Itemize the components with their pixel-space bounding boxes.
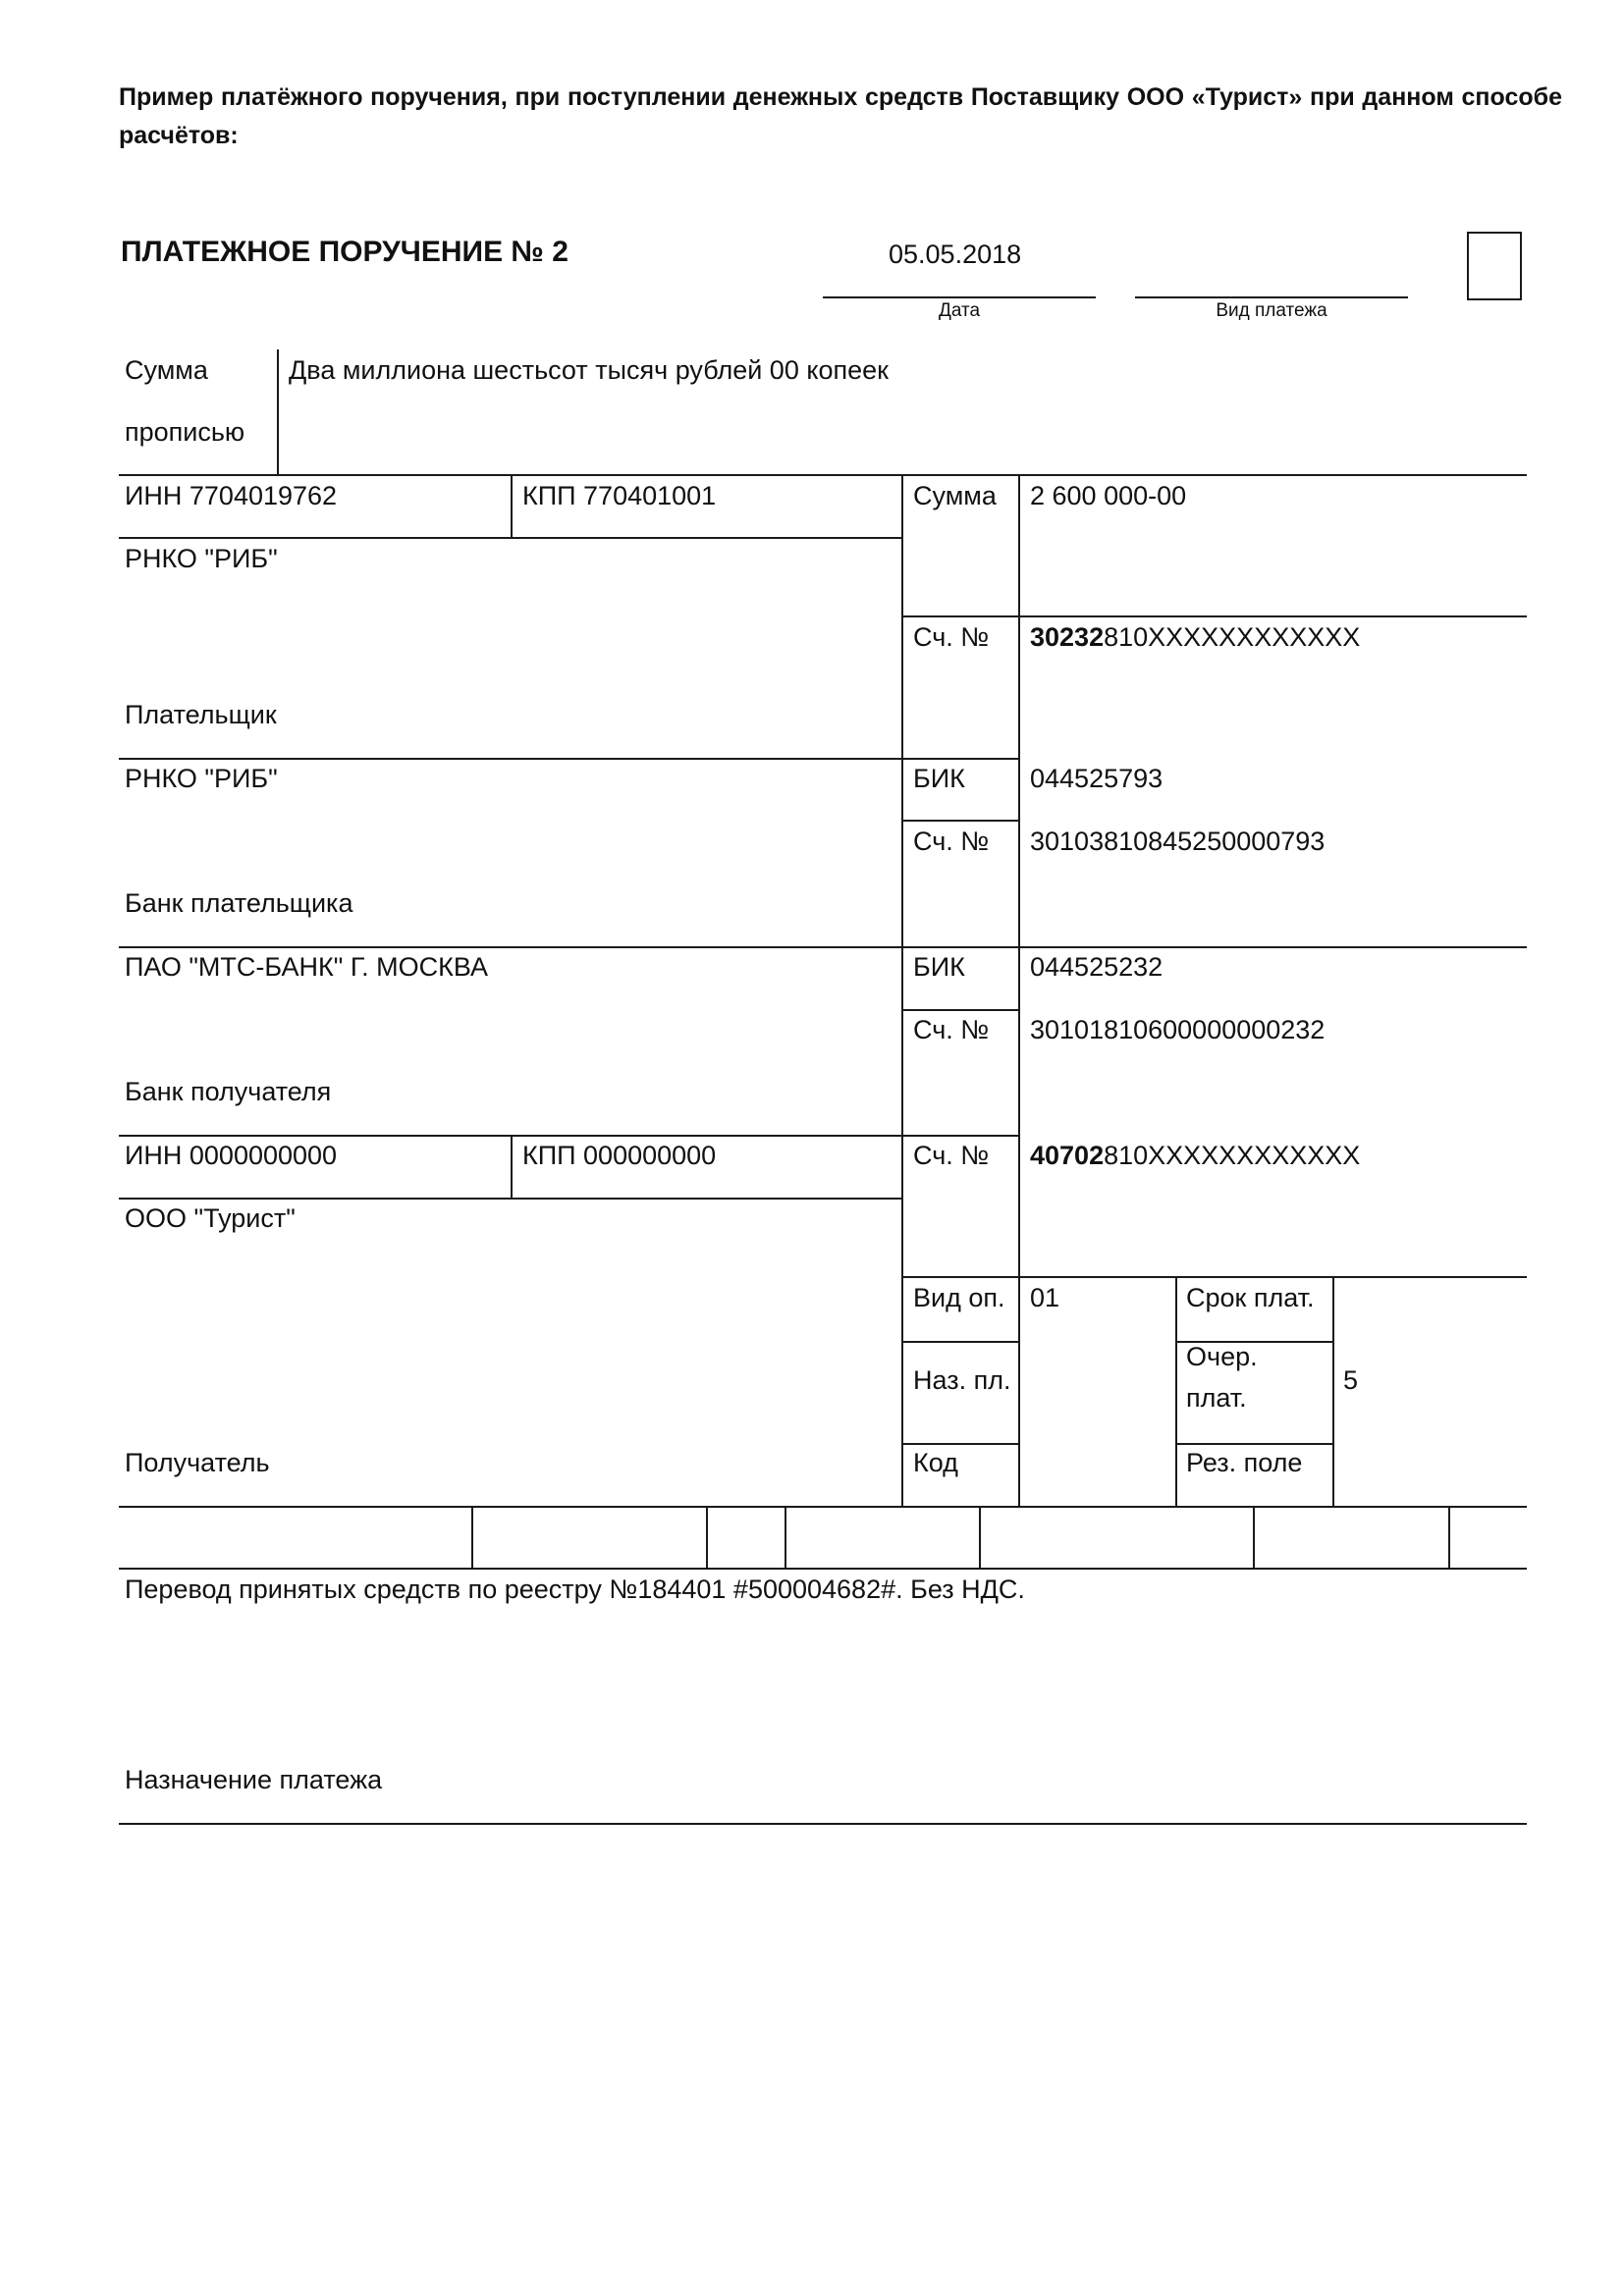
payer-inn: ИНН 7704019762 [125, 481, 338, 510]
recipient-label: Получатель [125, 1448, 270, 1477]
order-value: 5 [1343, 1365, 1359, 1395]
grid-line [119, 474, 1527, 476]
grid-line [119, 1135, 1018, 1137]
payer-kpp: КПП 770401001 [522, 481, 717, 510]
amount-words-value: Два миллиона шестьсот тысяч рублей 00 копеек [289, 355, 889, 385]
order-label-1: Очер. [1186, 1342, 1258, 1371]
term-label: Срок плат. [1186, 1283, 1315, 1312]
recipient-bank-bik-label: БИК [913, 952, 965, 982]
recipient-bank-label: Банк получателя [125, 1077, 332, 1106]
payer-account [1030, 621, 1360, 653]
recipient-bank-account-value: 30101810600000000232 [1030, 1015, 1326, 1044]
payer-account-label: Сч. № [913, 622, 990, 652]
date-caption: Дата [938, 300, 981, 321]
sum-value: 2 600 000-00 [1030, 481, 1187, 510]
grid-line [119, 1568, 1527, 1570]
grid-line [785, 1506, 786, 1568]
grid-line [901, 1276, 1527, 1278]
grid-line [119, 1198, 901, 1200]
purpose-underline [119, 1823, 1527, 1825]
grid-line [119, 946, 1527, 948]
grid-line [901, 820, 1018, 822]
recipient-bank-name: ПАО "МТС-БАНК" Г. МОСКВА [125, 952, 488, 982]
grid-line [511, 1135, 513, 1198]
payer-label: Плательщик [125, 700, 277, 729]
payer-bank-name: РНКО "РИБ" [125, 764, 278, 793]
grid-line [901, 1341, 1018, 1343]
payer-bank-bik-label: БИК [913, 764, 965, 793]
op-type-label: Вид оп. [913, 1283, 1005, 1312]
grid-line [119, 758, 1018, 760]
grid-line [1175, 1443, 1332, 1445]
payer-account-prefix: 30232 [1030, 622, 1105, 652]
recipient-account-prefix: 40702 [1030, 1141, 1105, 1170]
grid-line [901, 1009, 1018, 1011]
recipient-inn: ИНН 0000000000 [125, 1141, 338, 1170]
payment-type-underline [1135, 296, 1408, 298]
payer-bank-account-value: 30103810845250000793 [1030, 827, 1326, 856]
amount-words-label-2: прописью [125, 417, 245, 447]
recipient-account-label: Сч. № [913, 1141, 990, 1170]
payer-bank-label: Банк плательщика [125, 888, 353, 918]
amount-words-label-1: Сумма [125, 355, 208, 385]
code-label: Код [913, 1448, 958, 1477]
grid-line [511, 474, 513, 537]
purpose-label: Назначение платежа [125, 1765, 383, 1794]
payer-bank-account-label: Сч. № [913, 827, 990, 856]
recipient-kpp: КПП 000000000 [522, 1141, 717, 1170]
status-code-box[interactable] [1467, 232, 1522, 300]
payer-name: РНКО "РИБ" [125, 544, 278, 573]
payer-account-rest: 810XXXXXXXXXXXX [1104, 622, 1361, 652]
grid-line [1448, 1506, 1450, 1568]
intro-text: Пример платёжного поручения, при поступлении денежных средств Поставщику ООО «Турист» при данном способе расчётов: [119, 83, 1562, 149]
reserve-label: Рез. поле [1186, 1448, 1303, 1477]
recipient-bank-account-label: Сч. № [913, 1015, 990, 1044]
grid-line [1175, 1276, 1177, 1507]
grid-line [471, 1506, 473, 1568]
op-type-value: 01 [1030, 1283, 1060, 1312]
grid-line [1018, 474, 1020, 1507]
grid-line [1253, 1506, 1255, 1568]
recipient-bank-bik-value: 044525232 [1030, 952, 1164, 982]
recipient-account-rest: 810XXXXXXXXXXXX [1104, 1141, 1361, 1170]
grid-line [119, 1506, 1527, 1508]
date-value: 05.05.2018 [889, 240, 1022, 269]
purpose-code-label: Наз. пл. [913, 1365, 1011, 1395]
grid-line [706, 1506, 708, 1568]
grid-line [901, 615, 1527, 617]
sum-label: Сумма [913, 481, 997, 510]
document-title: ПЛАТЕЖНОЕ ПОРУЧЕНИЕ № 2 [121, 236, 568, 268]
amount-words-divider [277, 349, 279, 475]
date-underline [823, 296, 1096, 298]
grid-line [979, 1506, 981, 1568]
recipient-account [1030, 1140, 1360, 1171]
payer-bank-bik-value: 044525793 [1030, 764, 1164, 793]
grid-line [119, 537, 901, 539]
grid-line [1332, 1276, 1334, 1507]
grid-line [901, 1443, 1018, 1445]
purpose-text: Перевод принятых средств по реестру №184401 #500004682#. Без НДС. [125, 1575, 1025, 1604]
order-label-2: плат. [1186, 1383, 1247, 1413]
recipient-name: ООО "Турист" [125, 1203, 296, 1233]
payment-type-caption: Вид платежа [1216, 300, 1327, 321]
grid-line [901, 474, 903, 1507]
